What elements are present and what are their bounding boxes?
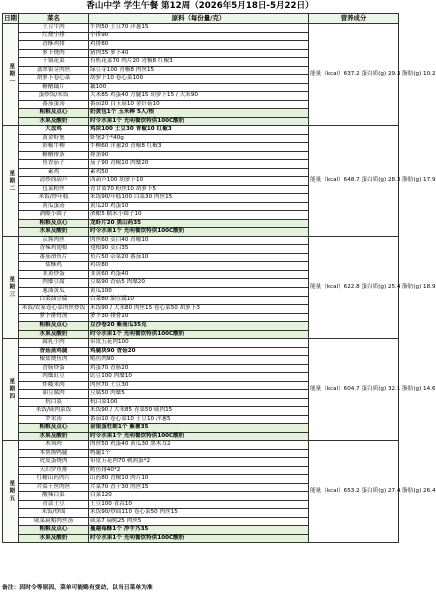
dish-ingredients: 牛柳60 洋葱20 青椒8 红椒3 <box>89 143 309 152</box>
dish-name: 粗粮及点心 <box>19 219 89 228</box>
dish-name: 萝卜排骨汤 <box>19 313 89 322</box>
dish-name: 虎皮蛋烧肉 <box>19 458 89 467</box>
dish-ingredients: 米饭90/炒面110 卷心菜50 肉丝15 <box>89 509 309 518</box>
dish-ingredients: 黄瓜100 <box>89 287 309 296</box>
dish-name: 水果及酸奶 <box>19 228 89 237</box>
dish-name: 包菜粉丝 <box>19 185 89 194</box>
dish-name: 京酱肉丝 <box>19 236 89 245</box>
dish-name: 黄瓜蛋汤 <box>19 202 89 211</box>
dish-ingredients: 黄瓜20 鸡蛋10 <box>89 202 309 211</box>
dish-name: 黄金虾堡 <box>19 134 89 143</box>
dish-name: 芹菜干丝肉丝 <box>19 483 89 492</box>
dish-name: 番茄滑鱼片 <box>19 253 89 262</box>
dish-name: 大盘鸡 <box>19 126 89 135</box>
dish-name: 糖醋排条 <box>19 151 89 160</box>
dish-ingredients: 山药80 青椒10 肉片10 <box>89 475 309 484</box>
dish-name: 肉糜豆腐 <box>19 279 89 288</box>
menu-body <box>3 23 436 543</box>
nutrition-info: 能量（kcal）653.2 蛋白质(g) 27.4 脂肪(g) 26.4 <box>309 441 399 543</box>
dish-name: 本帮酱鸭腿 <box>19 449 89 458</box>
dish-ingredients: 豆腐90 香菇5 肉糜20 <box>89 279 309 288</box>
dish-name: 杭白菜 <box>19 398 89 407</box>
dish-ingredients: 鱼片50 杂菜20 番茄10 <box>89 253 309 262</box>
footer-note: 备注：因时令等原因，菜单可能略有变动，以当日菜单为准 <box>2 585 153 591</box>
table-row <box>3 236 399 245</box>
dish-ingredients: 鳕鱼排40*2 <box>89 466 309 475</box>
dish-name: 清炒西葫芦 <box>19 177 89 186</box>
dish-name: 胡萝卜卷心菜 <box>19 75 89 84</box>
dish-name: 粗粮及点心 <box>19 424 89 433</box>
dish-name: 咸菜扁鲳肉丝汤 <box>19 517 89 526</box>
nutrition-info: 能量（kcal）637.2 蛋白质(g) 29.3 脂肪(g) 10.2 <box>309 24 399 126</box>
dish-name: 水果及酸奶 <box>19 534 89 543</box>
weekly-menu-table <box>2 13 436 543</box>
dish-name: 彩椒牛柳 <box>19 143 89 152</box>
page-title: 香山中学 学生午餐 第12周（2026年5月18日-5月22日） <box>86 1 314 11</box>
dish-name: 油豆腐肉 <box>19 390 89 399</box>
dish-name: 葱油黄瓜 <box>19 287 89 296</box>
dish-name: 糖醋藕片 <box>19 83 89 92</box>
day-label: 星期五 <box>3 441 19 543</box>
dish-ingredients: 白菜80 油豆腐10 <box>89 296 309 305</box>
dish-name: 椒盐烧鱼肉 <box>19 356 89 365</box>
dish-name: 香辣鸡翅根 <box>19 245 89 254</box>
dish-ingredients: 大米85 鸡蛋40 方腿15 胡萝卜15 / 大米90 <box>89 92 309 101</box>
dish-ingredients: 肉丝60 茭白40 青椒10 <box>89 236 309 245</box>
day-label: 星期一 <box>3 24 19 126</box>
dish-name: 翡翠银芽肉丝 <box>19 66 89 75</box>
dish-name: 香菇蒸鸡腿 <box>19 347 89 356</box>
dish-ingredients: 时令水果1个 光明餐饮特供100C酸奶 <box>89 228 309 237</box>
dish-ingredients: 金银蛋牡蛎1个 紫薯35 <box>89 424 309 433</box>
dish-ingredients: 豆沙卷20 紫南瓜35克 <box>89 322 309 331</box>
dish-ingredients: 鲳鱼肉90 <box>89 356 309 365</box>
dish-ingredients: 杭白菜100 <box>89 398 309 407</box>
dish-ingredients: 肉丝70 土豆30 <box>89 381 309 390</box>
nutrition-info: 能量（kcal）622.8 蛋白质(g) 25.4 脂肪(g) 18.9 <box>309 236 399 338</box>
header-date: 日期 <box>4 14 17 23</box>
dish-ingredients: 胡萝卜10 卷心菜100 <box>89 75 309 84</box>
dish-name: 番茄蛋汤 <box>19 100 89 109</box>
table-row <box>3 126 399 135</box>
nutrition-info: 能量（kcal）648.7 蛋白质(g) 28.3 脂肪(g) 17.9 <box>309 126 399 237</box>
dish-name: 白菜油豆腐 <box>19 296 89 305</box>
dish-name: 米饭/咸肉菜饭 <box>19 407 89 416</box>
dish-ingredients: 米饭90 / 大米80 肉丝15 卷心菜50 胡萝卜3 <box>89 305 309 314</box>
dish-name: 腐乳小肉 <box>19 339 89 348</box>
dish-ingredients: 素鸡50 <box>89 168 309 177</box>
dish-ingredients: 番茄20 白玉菇10 金针菇10 <box>89 100 309 109</box>
dish-name: 水果及酸奶 <box>19 330 89 339</box>
dish-ingredients: 猪肉35 萝卜40 <box>89 49 309 58</box>
dish-name: 水果及酸奶 <box>19 432 89 441</box>
dish-name: 香酥鸡排 <box>19 41 89 50</box>
dish-ingredients: 排条90 <box>89 151 309 160</box>
dish-name: 粗粮及点心 <box>19 526 89 535</box>
dish-ingredients: 咸菜7 扁鲳25 肉丝5 <box>89 517 309 526</box>
table-row <box>3 339 399 348</box>
dish-ingredients: 鸡块100 土豆30 青椒10 红椒3 <box>89 126 309 135</box>
dish-name: 炸糯米肉 <box>19 381 89 390</box>
dish-ingredients: 有机花菜70 肉片20 青椒8 红椒3 <box>89 58 309 67</box>
dish-name: 粗粮及点心 <box>19 109 89 118</box>
dish-ingredients: 藕100 <box>89 83 309 92</box>
dish-ingredients: 米饭90 / 大米85 青菜50 咸肉15 <box>89 407 309 416</box>
dish-name: 红糖山药肉片 <box>19 475 89 484</box>
table-row <box>3 441 399 450</box>
dish-ingredients: 牛肉50 土豆70 洋葱15 <box>89 24 309 33</box>
day-label: 星期二 <box>3 126 19 237</box>
dish-ingredients: 翅根90 茭白35 <box>89 245 309 254</box>
dish-ingredients: 鸡腿块90 香菇20 <box>89 347 309 356</box>
dish-ingredients: 土豆100 青蒜10 <box>89 500 309 509</box>
dish-name: 罗宋汤 <box>19 415 89 424</box>
dish-name: 天妇罗鱼排 <box>19 466 89 475</box>
dish-ingredients: 萝卜30 排骨10 <box>89 313 309 322</box>
table-row <box>3 24 399 33</box>
dish-ingredients: 韭黄60 鸡蛋40 <box>89 270 309 279</box>
dish-name: 酸辣白菜 <box>19 492 89 501</box>
dish-name: 木须肉 <box>19 441 89 450</box>
dish-ingredients: 鸡蛋70 香肠20 <box>89 364 309 373</box>
dish-ingredients: 豇豆100 肉糜10 <box>89 373 309 382</box>
header-dish: 菜名 <box>19 14 89 24</box>
dish-name: 素鸡 <box>19 168 89 177</box>
dish-ingredients: 带皮五花肉70 鹌鹑蛋*2 <box>89 458 309 467</box>
dish-ingredients: 奶黄包1个 玉米棒 5人/根 <box>89 109 309 118</box>
dish-ingredients: 青甘蓝70 粉丝10 胡萝卜5 <box>89 185 309 194</box>
dish-ingredients: 绿豆芽100 青椒8 肉丝15 <box>89 66 309 75</box>
dish-name: 鱼香茄子 <box>19 160 89 169</box>
dish-ingredients: 时令水果1个 光明餐饮特供100C酸奶 <box>89 117 309 126</box>
dish-ingredients: 带皮五花肉100 <box>89 339 309 348</box>
dish-ingredients: 米饭90/年糕100 白菜30 肉丝15 <box>89 194 309 203</box>
dish-ingredients: 西葫芦100 胡萝卜10 <box>89 177 309 186</box>
dish-ingredients: 鸡排80 <box>89 41 309 50</box>
dish-name: 萝卜烧肉 <box>19 49 89 58</box>
dish-ingredients: 酒酿5 糯米小圆子10 <box>89 211 309 220</box>
dish-ingredients: 番茄10 卷心菜10 土豆10 洋葱5 <box>89 415 309 424</box>
dish-name: 红烧小排 <box>19 32 89 41</box>
dish-ingredients: 龙虾片20 黑山药35 <box>89 219 309 228</box>
dish-ingredients: 虾堡2个*40g <box>89 134 309 143</box>
dish-name: 盐酥鸡 <box>19 262 89 271</box>
dish-ingredients: 茄子90 青椒10 肉糜20 <box>89 160 309 169</box>
dish-ingredients: 蔓越莓酥1个 净芋艿35 <box>89 526 309 535</box>
dish-name: 香肠炒蛋 <box>19 364 89 373</box>
dish-ingredients: 肉丝50 鸡蛋40 黄瓜30 黑木耳2 <box>89 441 309 450</box>
dish-name: 米饭/农家卷心菜肉丝炒饭 <box>19 305 89 314</box>
dish-ingredients: 时令水果1个 光明餐饮特供100C酸奶 <box>89 330 309 339</box>
dish-ingredients: 鸡块80 <box>89 262 309 271</box>
header-nutrition: 营养成分 <box>309 14 399 24</box>
dish-name: 干锅花菜 <box>19 58 89 67</box>
dish-name: 酒酿小圆子 <box>19 211 89 220</box>
dish-ingredients: 小排90 <box>89 32 309 41</box>
dish-ingredients: 白菜120 <box>89 492 309 501</box>
dish-name: 肉糜豇豆 <box>19 373 89 382</box>
nutrition-info: 能量（kcal）604.7 蛋白质(g) 32.1 脂肪(g) 14.6 <box>309 339 399 441</box>
dish-ingredients: 时令水果1个 光明餐饮特供100C酸奶 <box>89 432 309 441</box>
dish-name: 米饭/炒面 <box>19 509 89 518</box>
dish-ingredients: 鸭腿1个 <box>89 449 309 458</box>
dish-ingredients: 芹菜70 香干30 肉丝15 <box>89 483 309 492</box>
dish-ingredients: 时令水果1个 光明餐饮特供100C酸奶 <box>89 534 309 543</box>
dish-name: 蛋炒饭/米饭 <box>19 92 89 101</box>
dish-name: 韭黄炒蛋 <box>19 270 89 279</box>
dish-name: 青蒜土豆 <box>19 500 89 509</box>
table-header-row <box>3 14 399 24</box>
dish-name: 米饭/炒年糕 <box>19 194 89 203</box>
dish-ingredients: 豆腐50 肉糜5 <box>89 390 309 399</box>
day-label: 星期四 <box>3 339 19 441</box>
header-ingredients: 原料（每份量/克） <box>89 14 309 24</box>
day-label: 星期三 <box>3 236 19 338</box>
dish-name: 土豆牛肉 <box>19 24 89 33</box>
dish-name: 粗粮及点心 <box>19 322 89 331</box>
dish-name: 水果及酸奶 <box>19 117 89 126</box>
